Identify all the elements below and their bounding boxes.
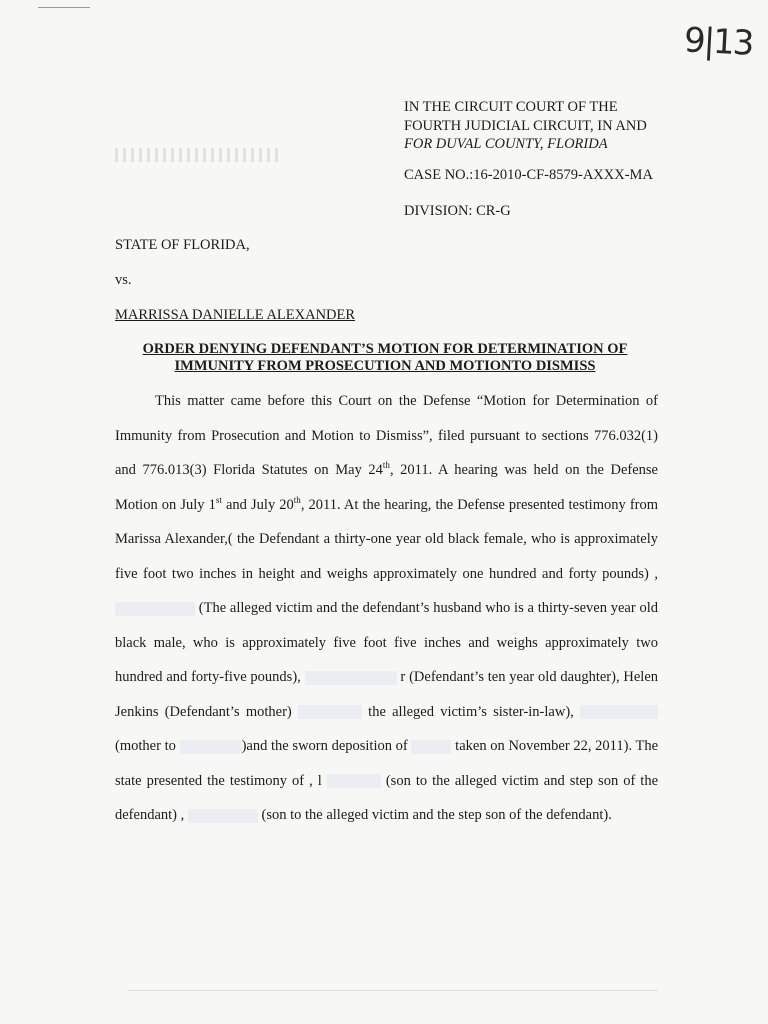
court-header [404, 98, 704, 154]
body-text-4: , 2011. At the hearing, the Defense presented testimony from Marissa Alexander,( the Defendant a thirty-one year old black female, who is approximately five foot two inches in height and weighs approximately one hundred and forty pounds) , [115, 496, 658, 582]
superscript-th-2: th [293, 494, 301, 505]
body-text-11: (son to the alleged victim and step son of the defendant) , [115, 772, 659, 823]
top-edge-rule [38, 7, 90, 8]
body-text-12: (son to the alleged victim and the step son of the defendant). [261, 807, 612, 823]
redacted-name [180, 740, 242, 754]
court-line-2: FOURTH JUDICIAL CIRCUIT, IN AND [404, 117, 647, 134]
redacted-name [115, 602, 195, 616]
redacted-name [327, 774, 381, 788]
body-paragraph [115, 384, 658, 833]
division: DIVISION: CR-G [404, 203, 511, 219]
order-title-line-1: ORDER DENYING DEFENDANT’S MOTION FOR DETERMINATION OF [142, 341, 628, 357]
superscript-st: st [215, 494, 222, 505]
body-text-2: , 2011. A hearing was held on the Defense Motion on July 1 [115, 462, 658, 513]
versus: vs. [115, 272, 132, 288]
handwritten-page-number: 9|13 [683, 20, 754, 64]
body-text-10: taken on November 22, 2011). The state presented the testimony of , l [115, 738, 659, 789]
superscript-th: th [382, 460, 390, 471]
body-text-9: )and the sworn deposition of [241, 738, 408, 754]
faded-stamp [115, 148, 280, 162]
body-text-7: the alleged victim’s sister-in-law), [368, 703, 574, 720]
body-text-3: and July 20 [221, 496, 294, 513]
redacted-name [188, 809, 258, 823]
court-line-1: IN THE CIRCUIT COURT OF THE [404, 99, 618, 115]
body-text-1: This matter came before this Court on the Defense “Motion for Determination of Immunity from Prosecution and Motion to Dismiss”, filed pursuant to sections 776.032(1) and 776.013(3) Florida Statutes on May 24 [115, 393, 658, 478]
court-line-3: FOR DUVAL COUNTY, FLORIDA [404, 136, 608, 152]
redacted-name [298, 705, 362, 719]
redacted-name [580, 705, 658, 719]
case-number: CASE NO.:16-2010-CF-8579-AXXX-MA [404, 167, 653, 183]
order-body [115, 384, 658, 833]
body-text-8: (mother to [115, 738, 176, 754]
body-text-6: (Defendant’s ten year old daughter), Helen Jenkins (Defendant’s mother) [115, 669, 659, 720]
bottom-edge-rule [128, 990, 658, 991]
redacted-name [411, 740, 451, 754]
body-text-5: (The alleged victim and the defendant’s husband who is a thirty-seven year old black male, who is approximately five foot five inches and weighs approximately two hundred and forty-five pounds), [115, 600, 658, 685]
body-text-5b: r [400, 669, 406, 685]
order-title [115, 341, 655, 375]
order-title-line-2: IMMUNITY FROM PROSECUTION AND MOTIONTO DISMISS [174, 358, 596, 374]
defendant-name: MARRISSA DANIELLE ALEXANDER [115, 307, 356, 323]
plaintiff: STATE OF FLORIDA, [115, 237, 250, 253]
redacted-name [305, 671, 397, 685]
